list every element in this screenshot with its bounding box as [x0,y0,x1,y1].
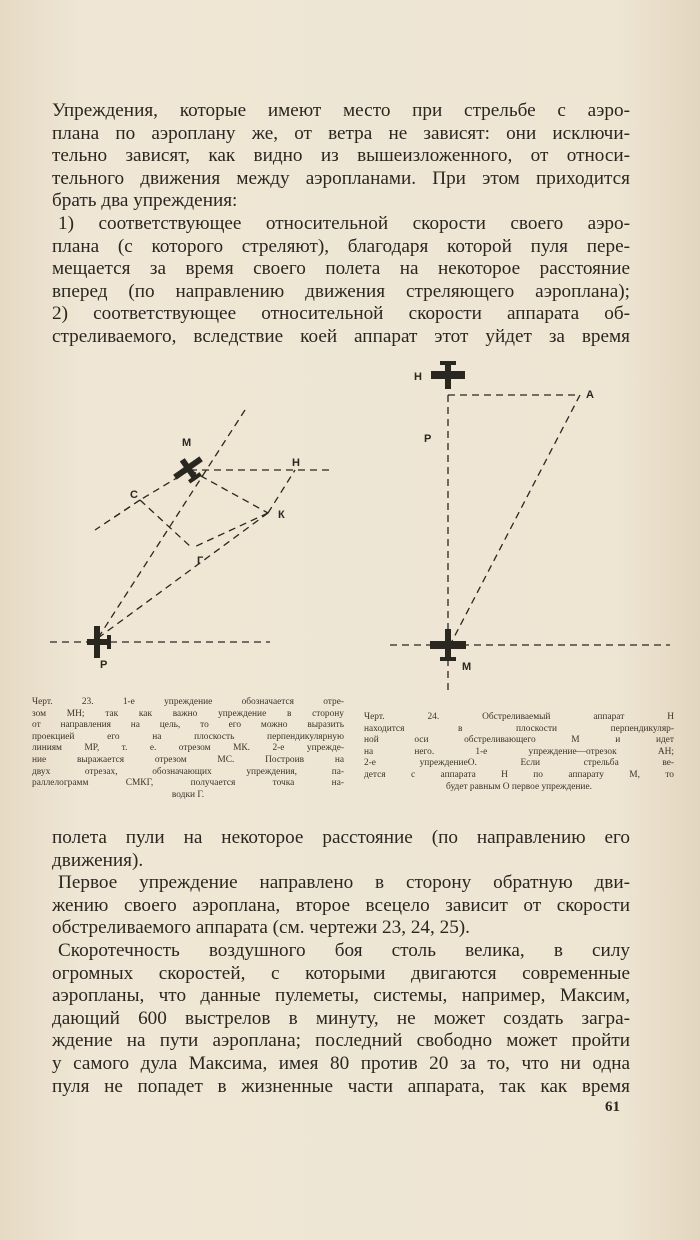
text-line: 1) соответствующее относительной скорости своего аэро- [58,212,630,234]
label-m: М [182,437,192,449]
text-line: у самого дула Максима, имея 80 против 20 за то, что ни одна [52,1052,630,1074]
text-line: вперед (по направлению движения стреляющего аэроплана); [52,280,630,302]
caption-line: от направления на цель, то его можно выразить [32,720,344,731]
caption-line: проекцией его на плоскость перпендикулярную [32,731,344,742]
text-line: тельно зависят, как видно из вышеизложенного, от относи- [52,145,630,167]
text-line: полета пули на некоторое расстояние (по направлению его [52,827,630,848]
caption-line: дется с аппарата Н по аппарату М, то [364,769,674,780]
caption-line: Черт. 23. 1-е упреждение обозначается отре- [32,697,344,707]
caption-line: водки Г. [171,789,205,800]
label-p: Р [424,433,432,445]
figure-23-caption [32,697,344,801]
page-number: 61 [605,1099,620,1115]
aircraft-p-icon [87,626,111,658]
caption-line: раллелограмм СМКГ, получается точка на- [32,778,344,789]
text-line: Первое упреждение направлено в сторону обратную дви- [58,872,630,894]
label-a: А [586,389,594,401]
figure-24-diagram [370,350,670,695]
aircraft-h-icon [431,361,465,389]
caption-line: ной оси обстреливающего М и идет [364,735,674,746]
text-line: стреливаемого, вследствие коей аппарат этот уйдет за время [52,325,630,347]
label-h: Н [414,371,422,383]
caption-line: на него. 1-е упреждение—отрезок АН; [364,746,674,757]
caption-line: ние выражается отрезом МС. Построив на [32,754,344,765]
top-paragraphs [52,100,630,349]
label-g: Г [197,555,204,567]
text-line: брать два упреждения: [52,190,238,212]
text-line: тельного движения между аэропланами. При этом приходится [52,167,630,189]
text-line: 2) соответствующее относительной скорости аппарата об- [52,303,630,325]
caption-line: будет равным О первое упреждение. [446,781,592,792]
text-line: Упреждения, которые имеют место при стрельбе с аэро- [52,100,630,121]
text-line: жению своего аэроплана, второе всецело зависит от скорости [52,894,630,916]
figure-23-diagram [40,400,340,680]
bottom-paragraphs [52,827,630,1098]
text-line: плана (с которого стреляют), благодаря которой пуля пере- [52,235,630,257]
caption-line: зом МН; так как важно упреждение в сторону [32,708,344,719]
caption-line: находится в плоскости перпендикуляр- [364,723,674,734]
caption-line: 2-е упреждениеО. Если стрельба ве- [364,758,674,769]
caption-line: линиям МР, т. е. отрезом МК. 2-е упрежде- [32,743,344,754]
aircraft-m-icon [430,629,466,661]
text-line: дающий 600 выстрелов в минуту, не может создать загра- [52,1007,630,1029]
text-line: плана по аэроплану же, от ветра не зависят: они исключи- [52,122,630,144]
text-line: ждение на пути аэроплана; последний свободно может пройти [52,1030,630,1052]
text-line: Скоротечность воздушного боя столь велика, в силу [58,939,630,961]
caption-line: двух отрезах, обозначающих упреждения, па- [32,766,344,777]
label-c: С [130,489,138,501]
text-line: аэропланы, что данные пулеметы, системы, например, Максим, [52,985,630,1007]
label-p: Р [100,659,108,671]
text-line: движения). [52,849,144,871]
label-h: Н [292,457,300,469]
figure-24-caption [364,712,674,793]
text-line: огромных скоростей, с которыми двигаются современные [52,962,630,984]
caption-line: Черт. 24. Обстреливаемый аппарат Н [364,712,674,722]
text-line: мещается за время своего полета на некоторое расстояние [52,258,630,280]
text-line: обстреливаемого аппарата (см. чертежи 23, 24, 25). [52,917,470,939]
text-line: пуля не попадет в жизненные части аппарата, так как время [52,1075,630,1097]
label-k: К [278,509,285,521]
label-m: М [462,661,472,673]
